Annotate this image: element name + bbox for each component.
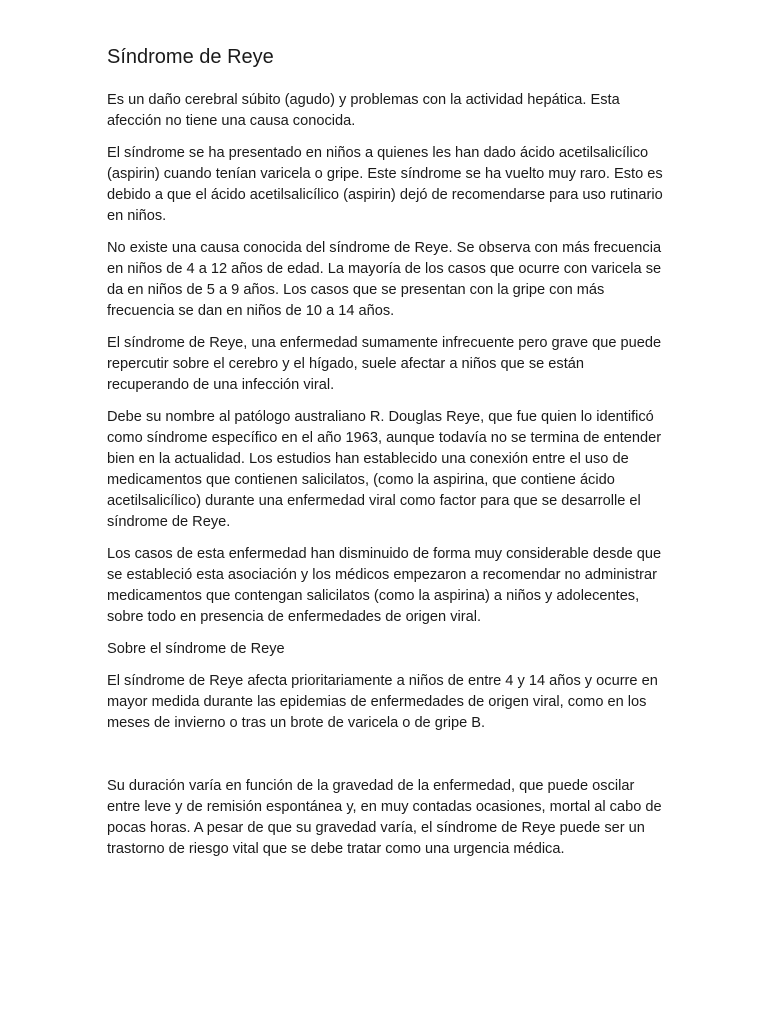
paragraph-epidemiology: El síndrome de Reye afecta prioritariamente a niños de entre 4 y 14 años y ocurre en mayor medida durante las epidemias de enfermedades de origen viral, como en los meses de invierno o tras un brote de varicela o de gripe B. (107, 673, 658, 731)
paragraph-definition: Es un daño cerebral súbito (agudo) y problemas con la actividad hepática. Esta afección no tiene una causa conocida. (107, 92, 620, 129)
paragraph-duration: Su duración varía en función de la gravedad de la enfermedad, que puede oscilar entre leve y de remisión espontánea y, en muy contadas ocasiones, mortal al cabo de pocas horas. A pesar de que su gravedad varía, el síndrome de Reye puede ser un trastorno de riesgo vital que se debe tratar como una urgencia médica. (107, 778, 662, 857)
paragraph-decline: Los casos de esta enfermedad han disminuido de forma muy considerable desde que se estableció esta asociación y los médicos empezaron a recomendar no administrar medicamentos que contengan salicilatos (como la aspirina) a niños y adolecentes, sobre todo en presencia de enfermedades de origen viral. (107, 546, 662, 625)
section-subheading: Sobre el síndrome de Reye (107, 641, 285, 657)
paragraph-history: Debe su nombre al patólogo australiano R. Douglas Reye, que fue quien lo identificó como síndrome específico en el año 1963, aunque todavía no se termina de entender bien en la actualidad. Los estudios han establecido una conexión entre el uso de medicamentos que contienen salicilatos, (como la aspirina, que contiene ácido acetilsalicílico) durante una enfermedad viral como factor para que se desarrolle el síndrome de Reye. (107, 409, 662, 530)
document-title: Síndrome de Reye (107, 46, 274, 68)
document-body (107, 44, 669, 871)
paragraph-severity: El síndrome de Reye, una enfermedad sumamente infrecuente pero grave que puede repercutir sobre el cerebro y el hígado, suele afectar a niños que se están recuperando de una infección viral. (107, 335, 662, 393)
paragraph-age-frequency: No existe una causa conocida del síndrome de Reye. Se observa con más frecuencia en niños de 4 a 12 años de edad. La mayoría de los casos que ocurre con varicela se da en niños de 5 a 9 años. Los casos que se presentan con la gripe con más frecuencia se dan en niños de 10 a 14 años. (107, 240, 662, 319)
paragraph-aspirin-link: El síndrome se ha presentado en niños a quienes les han dado ácido acetilsalicílico (aspirin) cuando tenían varicela o gripe. Este síndrome se ha vuelto muy raro. Esto es debido a que el ácido acetilsalicílico (aspirin) dejó de recomendarse para uso rutinario en niños. (107, 145, 663, 224)
